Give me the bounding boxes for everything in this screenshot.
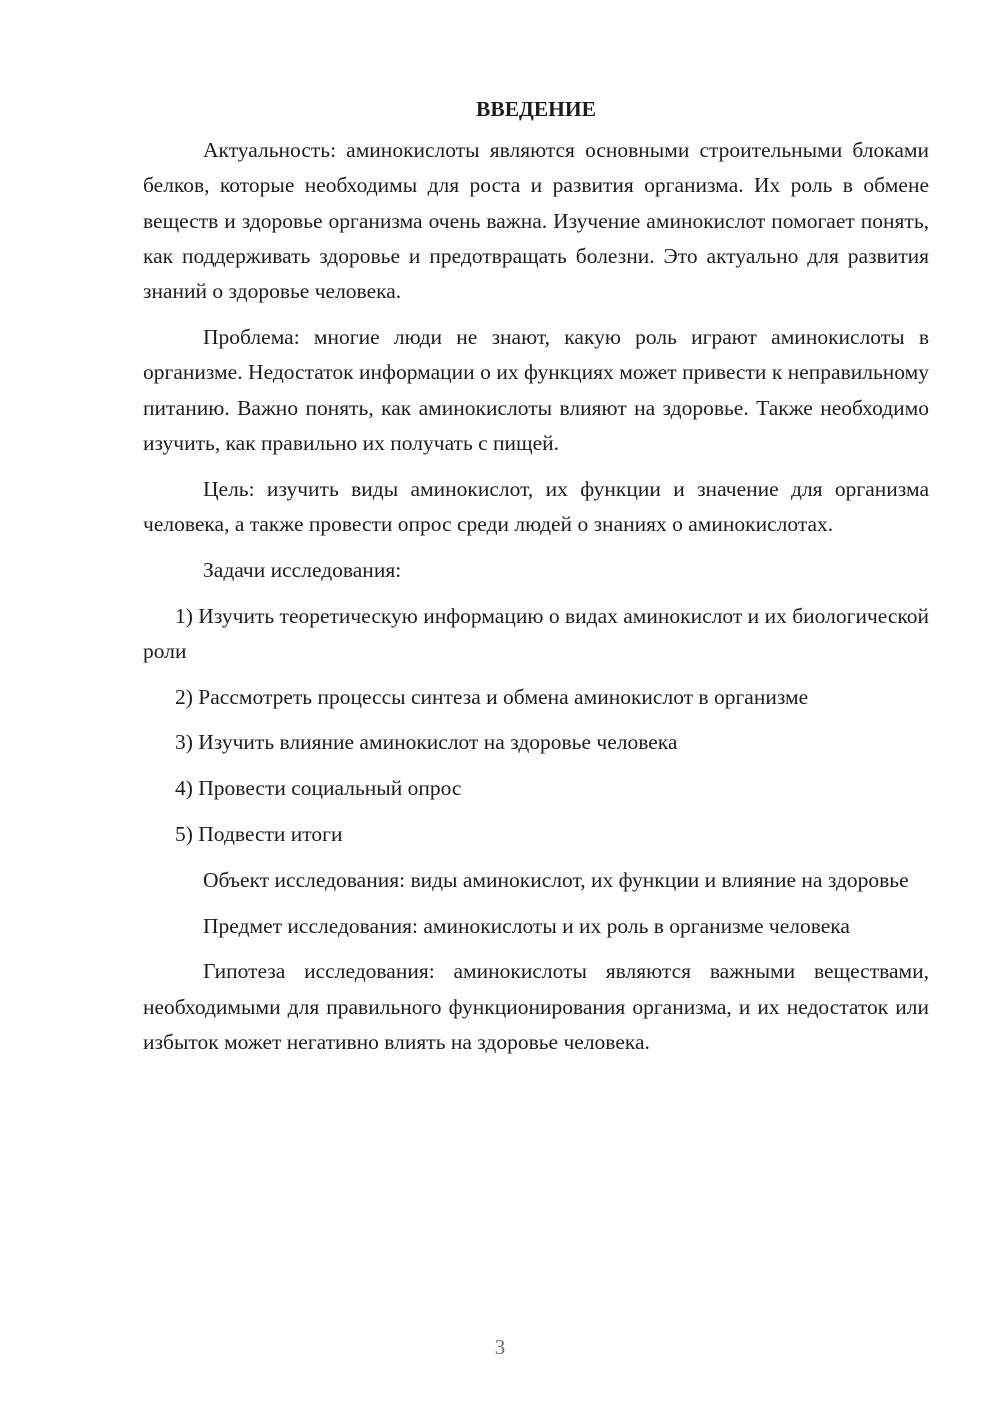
page-number: 3: [494, 1335, 506, 1359]
subject-paragraph: Предмет исследования: аминокислоты и их роль в организме человека: [203, 913, 850, 938]
task-item-3: 3) Изучить влияние аминокислот на здоровье человека: [175, 730, 678, 755]
tasks-heading: Задачи исследования:: [203, 557, 402, 582]
goal-paragraph: Цель: изучить виды аминокислот, их функции и значение для организма человека, а также провести опрос среди людей о знаниях о аминокислотах.: [143, 476, 929, 536]
page-content: [143, 92, 929, 1071]
hypothesis-paragraph: Гипотеза исследования: аминокислоты являются важными веществами, необходимыми для правильного функционирования организма, и их недостаток или избыток может негативно влиять на здоровье человека.: [143, 959, 929, 1055]
task-item-2: 2) Рассмотреть процессы синтеза и обмена аминокислот в организме: [175, 684, 809, 709]
object-paragraph: Объект исследования: виды аминокислот, их функции и влияние на здоровье: [203, 867, 909, 892]
problem-paragraph: Проблема: многие люди не знают, какую роль играют аминокислоты в организме. Недостаток информации о их функциях может привести к неправильному питанию. Важно понять, как аминокислоты влияют на здоровье. Также необходимо изучить, как правильно их получать с пищей.: [143, 324, 929, 455]
page-title: ВВЕДЕНИЕ: [476, 97, 596, 121]
task-item-5: 5) Подвести итоги: [175, 822, 343, 847]
task-item-1: 1) Изучить теоретическую информацию о видах аминокислот и их биологической роли: [143, 603, 929, 663]
relevance-paragraph: Актуальность: аминокислоты являются основными строительными блоками белков, которые необходимы для роста и развития организма. Их роль в обмене веществ и здоровье организма очень важна. Изучение аминокислот помогает понять, как поддерживать здоровье и предотвращать болезни. Это актуально для развития знаний о здоровье человека.: [143, 138, 929, 304]
task-item-4: 4) Провести социальный опрос: [175, 776, 462, 801]
